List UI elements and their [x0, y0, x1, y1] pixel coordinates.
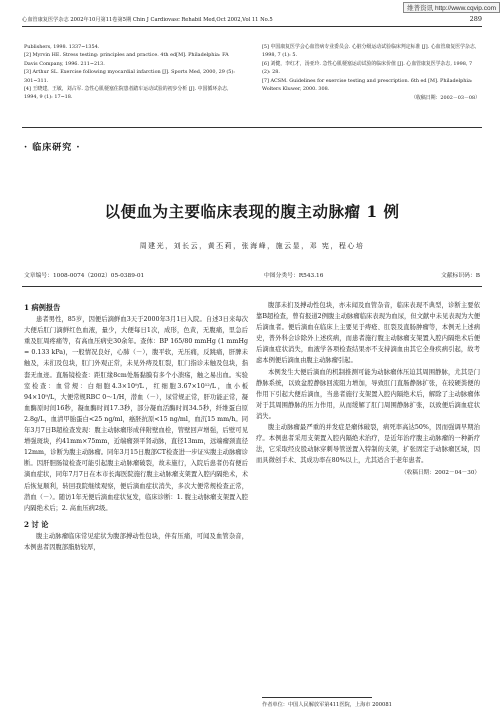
- footnote-rule: [262, 697, 372, 698]
- clc-number: 中图分类号：R543.16: [264, 273, 324, 279]
- reference-item: [4] 王晓建，王敏，刘占军. 急性心肌梗塞住院患者踏车运动试验的初步分析 [J]. 中国循环杂志, 1994, 9 (1): 17~18.: [24, 86, 229, 101]
- watermark: 维普资讯 http://www.cqvip.com: [403, 2, 500, 13]
- left-column: [24, 300, 248, 553]
- references-left: [24, 43, 242, 102]
- article-title: 以便血为主要临床表现的腹主动脉瘤 1 例: [104, 202, 400, 221]
- document-code: 文献标识码：B: [440, 273, 480, 279]
- paragraph: 患者男性，85岁，因便后滴鲜血3天于2000年3月1日入院。自述3日来每次大便后肛门滴鲜红色血液，量少，大便每日1次，成形，色黄，无腹痛，里急后重及肛周疼痛等，有高血压病史30余年。查体：BP 165/80 mmHg (1 mmHg = 0.133 kPa)，一般情况良好，心肺（－），腹平软，无压痛，反跳痛，肝脾未触及，未扪及包块，肛门外观正常，未见外痔及肛裂，肛门指诊未触及包块，指套无血迹。直肠镜检查：距肛缘8cm处肠黏膜有多个小溃疡，触之易出血。实验室检查：血常规：白细胞4.3×10⁹/L，红细胞3.67×10¹²/L，血小板94×10⁹/L，大便常规RBC 0～1/H，潜血（－），尿常规正常，肝功能正常，凝血酶原时间16秒，凝血酶时间17.3秒，部分凝血活酶时间34.5秒，纤维蛋白原2.8g/L，血清甲胎蛋白<25 ng/ml，癌胚抗原<15 ng/ml，血沉15 mm/h。同年3月7日B超检查发现：腹主动脉瘤形成伴附壁血栓，管壁回声增强，后壁可见增强斑块，约41mm×75mm，近端瘤颈平肾动脉，直径13mm，远端瘤颈直径12mm，诊断为腹主动脉瘤。同年3月15日腹部CT检查进一步证实腹主动脉瘤诊断。因肝胆肠镜检查可能引起腹主动脉瘤破裂，故未施行，入院后患者仍有便后滴血症状，同年7月7日在本市长海医院施行腹主动脉瘤支架置入腔内隔绝术，术后恢复顺利，转回我院继续观察，便后滴血症状消失，多次大便常规检查正常，潜血（－）。随访1年无便后滴血症状复发，临床诊断：1. 腹主动脉瘤支架置入腔内隔绝术后；2. 高血压病2级。: [24, 316, 248, 512]
- paragraph: 本例发生大便后滴血的机制推测可能为动脉瘤体压迫其周围静脉，尤其是门静脉系统，以致盆腔静脉回流阻力增加，导致肛门直肠静脉扩张，在较硬粪便的作用下引起大便后滴血，当患者施行支架置入腔内隔绝术后，解除了主动脉瘤体对于其周围静脉的压力作用，从而缓解了肛门周围静脉扩张，以致便后滴血症状消失。: [256, 368, 480, 420]
- article-id: 文章编号：1008-0074（2002）05-0389-01: [24, 273, 145, 279]
- page-number: 289: [469, 15, 482, 23]
- reference-item: [5] 中国康复医学会心血管病专业委员会. 心脏分级运动试验临床判定标准 [J]. 心血管康复医学杂志, 1998, 7 (1): 5.: [262, 44, 477, 59]
- received-date: （收稿日期：2002－04－30）: [401, 470, 480, 477]
- reference-item: [7] ACSM. Guidelines for exercise testing and prescription. 6th ed [M]. Philadelphia: Wolters Kluwer, 2000. 308.: [262, 77, 473, 93]
- right-column: [256, 300, 480, 480]
- authors: 周建光，刘长云，黄丕莉，张海峰，施云显，邓 宪，程心培: [139, 242, 365, 250]
- reference-item: [2] Myrvin HE. Stress testing: principles and practice. 4th ed[M]. Philadelphia: FA Davis Company, 1996. 211~213.: [24, 52, 229, 67]
- footnote: 作者单位：中国人民解放军第411医院，上海市 200081: [262, 702, 392, 708]
- heading-discussion: 2 讨 论: [24, 519, 49, 529]
- paragraph: 腹部未扪及搏动性包块，亦未闻及血管杂音，临床表现不典型，诊断主要依靠B超检查，曾有报道2例腹主动脉瘤临床表现为血尿，但文献中未见表现为大便后滴血者。便后滴血在临床上主要见于痔疮、肛裂及直肠肿瘤等，本例无上述病史，普外科会诊除外上述疾病，而患者施行腹主动脉瘤支架置入腔内隔绝术后便后滴血症状消失，血液学各项检查结果亦不支持滴血由其它全身疾病引起，故考虑本例便后滴血由腹主动脉瘤引起。: [256, 302, 480, 365]
- section-rule: [22, 127, 482, 128]
- reference-item: [3] Arthur SL. Exercise following myocardial infarction [J]. Sports Med, 2000, 29 (5): 301~311.: [24, 69, 235, 84]
- paragraph: 腹主动脉瘤临床常见症状为腹部搏动性包块，伴有压痛，可闻及血管杂音，本例患者因腹部脂肪较厚，: [24, 532, 248, 551]
- article-meta: [24, 270, 480, 280]
- references-right: [262, 43, 480, 103]
- reference-item: Publishers, 1998. 1337~1354.: [24, 44, 100, 50]
- received-date-top: （收稿日期：2002－03－08）: [411, 95, 480, 102]
- paragraph: 腹主动脉瘤最严重的并发症是瘤体破裂，病死率高达50%，因而强调早期治疗。本例患者采用支架置入腔内隔绝术治疗，是近年治疗腹主动脉瘤的一种新疗法，它采取经皮股动脉穿刺导管送置入特制的支架，扩张固定于动脉瘤区域，因而具微创手术、其成功率在80%以上，尤其适合于老年患者。: [256, 424, 480, 465]
- meta-rule: [22, 286, 482, 287]
- heading-case-report: 1 病例报告: [24, 303, 61, 312]
- header-rule: [22, 26, 482, 27]
- running-head: [22, 14, 482, 24]
- running-head-text: 心血管康复医学杂志 2002年10月第11卷第5期 Chin J Cardiovasc Rehabil Med,Oct 2002,Vol 11 No.5: [22, 17, 273, 23]
- section-label: · 临床研究 ·: [24, 143, 81, 153]
- reference-item: [6] 刘健，李红才，汤亚玲. 急性心肌梗塞运动试验的临床价值 [J]. 心血管康复医学杂志, 1998, 7 (2): 28.: [262, 60, 473, 76]
